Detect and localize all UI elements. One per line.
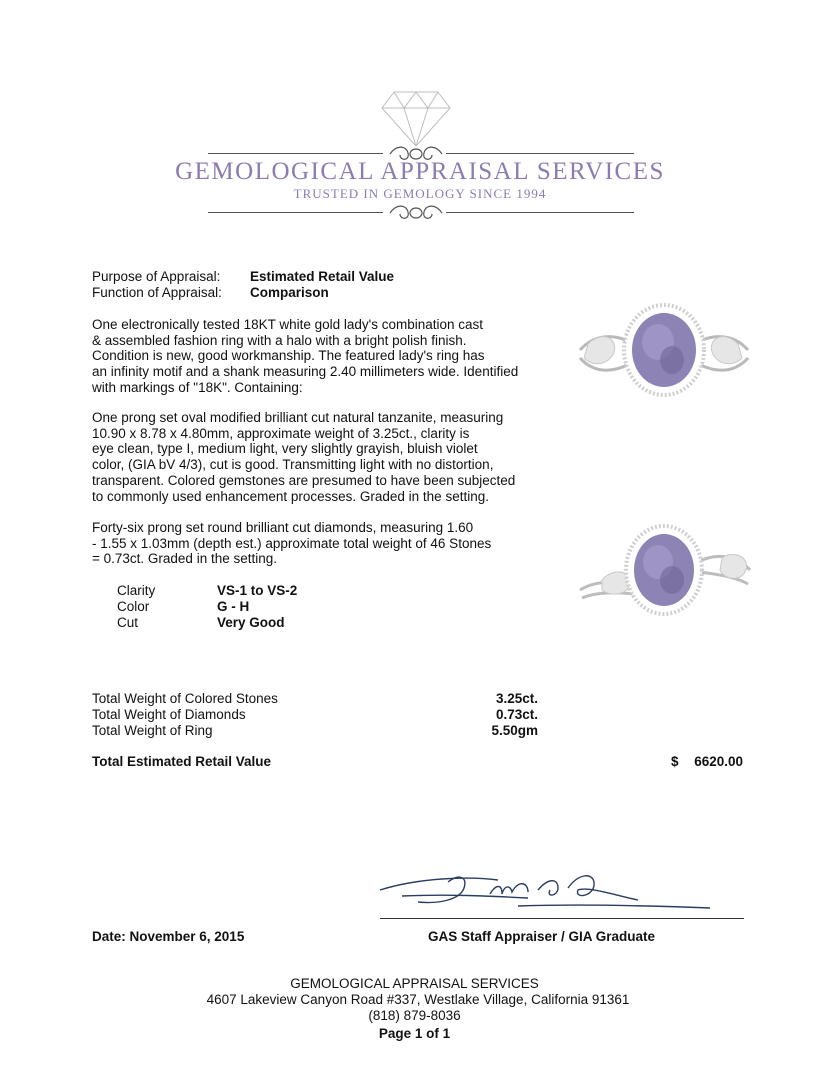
weight-label-ring: Total Weight of Ring <box>92 723 213 738</box>
appraiser-signature <box>378 870 718 920</box>
grade-value-color: G - H <box>217 599 250 614</box>
description-paragraph-tanzanite: One prong set oval modified brilliant cut natural tanzanite, measuring 10.90 x 8.78 x 4.80mm, approximate weight of 3.25ct., clarity is eye clean, type I, medium light, very slightly grayish, bluish violet color, (GIA bV 4/3), cut is good. Transmitting light with no distortion, transparent. Colored gemstones are presumed to have been subjected to commonly used enhancement processes. Graded in the setting. <box>92 410 516 504</box>
grade-value-clarity: VS-1 to VS-2 <box>217 583 298 598</box>
header-rule-left-top <box>208 153 383 154</box>
total-retail-value-amount: 6620.00 <box>694 754 743 769</box>
total-retail-value-label: Total Estimated Retail Value <box>92 754 272 769</box>
ring-photo-top <box>568 300 758 400</box>
company-tagline: TRUSTED IN GEMOLOGY SINCE 1994 <box>293 186 547 201</box>
flourish-ornament-icon <box>386 202 446 224</box>
purpose-label: Purpose of Appraisal: <box>92 269 221 284</box>
total-currency-symbol: $ <box>671 754 679 769</box>
weight-label-diamonds: Total Weight of Diamonds <box>92 707 246 722</box>
header-rule-right-top <box>446 153 634 154</box>
weight-label-colored-stones: Total Weight of Colored Stones <box>92 691 278 706</box>
diamond-logo-icon <box>380 88 452 148</box>
footer-address: 4607 Lakeview Canyon Road #337, Westlake Village, California 91361 <box>206 992 630 1007</box>
header-rule-right-bottom <box>446 212 634 213</box>
appraiser-title: GAS Staff Appraiser / GIA Graduate <box>428 929 656 944</box>
function-label: Function of Appraisal: <box>92 285 222 300</box>
weight-value-colored-stones: 3.25ct. <box>495 691 538 706</box>
grade-value-cut: Very Good <box>217 615 285 630</box>
grade-label-cut: Cut <box>117 615 139 630</box>
footer-phone: (818) 879-8036 <box>368 1008 461 1023</box>
company-name: GEMOLOGICAL APPRAISAL SERVICES <box>175 158 665 185</box>
grade-label-color: Color <box>117 599 150 614</box>
footer-company: GEMOLOGICAL APPRAISAL SERVICES <box>290 976 539 991</box>
signature-line <box>380 918 744 919</box>
purpose-value: Estimated Retail Value <box>250 269 395 284</box>
appraisal-date: Date: November 6, 2015 <box>92 929 245 944</box>
page-number: Page 1 of 1 <box>378 1026 451 1041</box>
grade-label-clarity: Clarity <box>117 583 156 598</box>
weight-value-ring: 5.50gm <box>491 723 538 738</box>
header-rule-left-bottom <box>208 212 383 213</box>
description-paragraph-diamonds: Forty-six prong set round brilliant cut diamonds, measuring 1.60 - 1.55 x 1.03mm (depth est.) approximate total weight of 46 Stones = 0.73ct. Graded in the setting. <box>92 520 492 567</box>
function-value: Comparison <box>250 285 329 300</box>
ring-photo-bottom <box>572 522 762 622</box>
weight-value-diamonds: 0.73ct. <box>495 707 538 722</box>
description-paragraph-ring: One electronically tested 18KT white gold lady's combination cast & assembled fashion ring with a halo with a bright polish finish. Condition is new, good workmanship. The featured lady's ring has an infinity motif and a shank measuring 2.40 millimeters wide. Identified with markings of "18K". Containing: <box>92 317 519 395</box>
